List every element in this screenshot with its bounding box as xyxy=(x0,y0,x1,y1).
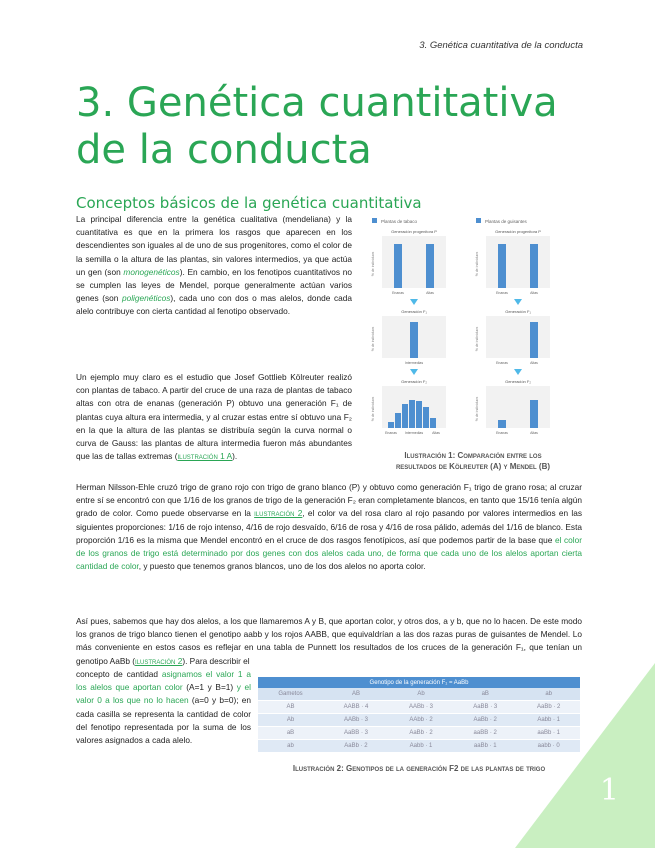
panel-p-left xyxy=(371,229,446,295)
corner-triangle xyxy=(515,663,655,848)
bar xyxy=(410,322,418,358)
tick-label: Enanas xyxy=(496,361,508,365)
bar xyxy=(498,244,506,288)
tick-label: Altas xyxy=(530,431,538,435)
bar xyxy=(423,407,429,428)
legend-swatch-left xyxy=(372,218,377,223)
legend-right: Plantas de guisantes xyxy=(485,219,527,224)
y-axis-label: % de individuos xyxy=(371,396,375,422)
table-header-cell: ab xyxy=(517,688,580,701)
table-cell: aaBb · 1 xyxy=(453,740,517,753)
panel-f1-left xyxy=(371,309,446,365)
paragraph-quantity: concepto de cantidad asignamos el valor 1 a los alelos que aportan color (A=1 y B=1) y el valor 0 a los que no lo hacen (a=0 y b=0); en cada casilla se representa la cantidad de color del fenotipo representada por la suma de los valores asignados a cada alelo. xyxy=(76,669,252,746)
paragraph-nilsson-ehle: Herman Nilsson-Ehle cruzó trigo de grano rojo con trigo de grano blanco (P) y obtuvo como generación F₁ trigo de grano rosa; al cruzar entre sí se encontró con que 1/16 de los granos de trigo de la generación F₂ eran completamente blancos, en tanto que 15/16 tenía algún grado de color. Como puede observarse en la ilustración 2, el color va del rosa claro al rojo pasando por valores intermedios en las siguientes proporciones: 1/16 de rojo intenso, 4/16 de rojo desvaído, 6/16 de rosa y 4/16 de rosa pálido, además del 1/16 de blanco. Esta proporción 1/16 es la misma que Mendel encontró en el cruce de dos rasgos fenotípicos, así que podemos partir de la base que el color de los granos de trigo está determinado por dos genes con dos alelos cada uno, de forma que cada uno de los alelos aportan cierta cantidad de color, y puesto que tenemos granos blancos, uno de los dos alelos no aporta color. xyxy=(76,482,583,572)
panel-title: Generación F₁ xyxy=(505,309,531,314)
table-cell: AaBB · 3 xyxy=(453,701,517,714)
table-gamete: AB xyxy=(258,701,323,714)
bar xyxy=(395,413,401,428)
paragraph-kolreuter: Un ejemplo muy claro es el estudio que Josef Gottlieb Kölreuter realizó con plantas de tabaco. A partir del cruce de una raza de plantas de tabaco altas con otra de enanas (generación P) obtuvo una generación F₁ de plantas cuya altura era intermedia, y al cruzar estas entre sí obtuvo una F₂ en la que la altura de las plantas se distribuía según la curva normal o curva de Gauss: las plantas de altura intermedia fueron más abundantes que las de tallas extremas (ilustración 1 A). xyxy=(76,372,352,462)
table-cell: AaBb · 2 xyxy=(517,701,580,714)
link-illustration-2b[interactable]: ilustración 2 xyxy=(135,655,183,666)
chapter-title: 3. Genética cuantitativa de la conducta xyxy=(76,80,558,173)
bar xyxy=(498,420,506,428)
panel-f2-left xyxy=(371,379,446,435)
bar xyxy=(530,322,538,358)
table-cell: AABB · 4 xyxy=(323,701,389,714)
table-cell: AaBB · 3 xyxy=(323,727,389,740)
tick-label: Enanas xyxy=(496,431,508,435)
table-title: Genotipo de la generación F₁ = AaBb xyxy=(258,677,580,688)
bar xyxy=(530,244,538,288)
y-axis-label: % de individuos xyxy=(475,251,479,277)
y-axis-label: % de individuos xyxy=(475,396,479,422)
panel-p-right xyxy=(475,229,550,295)
bar xyxy=(402,404,408,428)
table-cell: AaBb · 2 xyxy=(323,740,389,753)
legend-swatch-right xyxy=(476,218,481,223)
paragraph-alleles: Así pues, sabemos que hay dos alelos, a los que llamaremos A y B, que aportan color, y otros dos, a y b, que no lo hacen. De este modo los granos de trigo blanco tienen el genotipo aabb y los rojos AABB, que equivaldrían a las dos razas puras de guisantes de Mendel. Lo más conveniente en estos casos es reflejar en una tabla de Punnett los resultados de los cruces de la generación F₁, que tenían un genotipo AaBb (ilustración 2). Para describir el xyxy=(76,616,582,666)
bar xyxy=(388,422,394,428)
table-cell: AaBb · 2 xyxy=(453,714,517,727)
panel-f2-right xyxy=(475,379,550,435)
table-gamete: aB xyxy=(258,727,323,740)
paragraph-genetics-difference: La principal diferencia entre la genética cualitativa (mendeliana) y la cuantitativa es que en la primera los rasgos que aparecen en los descendientes son iguales al de uno de sus progenitores, como el color de la semilla o la altura de las plantas, sin valores intermedios, ya que actúa un gen (son monogenéticos). En cambio, en los fenotipos cuantitativos no se cumplen las leyes de Mendel, porque generalmente actúan varios genes (son poligenéticos), cada uno con dos o mas alelos, donde cada alelo contribuye con cierta cantidad al fenotipo observado. xyxy=(76,214,352,317)
running-header: 3. Genética cuantitativa de la conducta xyxy=(419,40,583,51)
tick-label: Altas xyxy=(530,361,538,365)
arrow-down-icon xyxy=(410,299,418,305)
table-cell: AAbb · 2 xyxy=(389,714,453,727)
table-cell: AABb · 3 xyxy=(323,714,389,727)
table-cell: Aabb · 1 xyxy=(389,740,453,753)
page-number: 1 xyxy=(599,773,619,808)
bar xyxy=(416,401,422,428)
y-axis-label: % de individuos xyxy=(371,326,375,352)
y-axis-label: % de individuos xyxy=(475,326,479,352)
table-cell: aabb · 0 xyxy=(517,740,580,753)
link-illustration-1[interactable]: ilustración 1 A xyxy=(177,451,233,462)
y-axis-label: % de individuos xyxy=(371,251,375,277)
bar xyxy=(409,400,415,428)
tick-label: Altas xyxy=(432,431,440,435)
link-illustration-2[interactable]: ilustración 2 xyxy=(254,508,303,519)
table-cell: AaBb · 2 xyxy=(389,727,453,740)
tick-label: Altas xyxy=(530,291,538,295)
section-title: Conceptos básicos de la genética cuantitativa xyxy=(76,194,422,212)
panel-f1-right xyxy=(475,309,550,365)
caption-line: resultados de Kölreuter (A) y Mendel (B) xyxy=(395,462,551,471)
panel-title: Generación F₁ xyxy=(401,309,427,314)
bar xyxy=(430,418,436,428)
bar xyxy=(426,244,434,288)
arrow-down-icon xyxy=(514,299,522,305)
panel-title: Generación F₂ xyxy=(401,379,427,384)
figure-kolreuter-mendel xyxy=(364,214,582,442)
panel-title: Generación progenitora P xyxy=(495,229,541,234)
bar xyxy=(394,244,402,288)
tick-label: Enanas xyxy=(392,291,404,295)
table-gamete: ab xyxy=(258,740,323,753)
table-cell: Aabb · 1 xyxy=(517,714,580,727)
bar xyxy=(530,400,538,428)
table-header-cell: aB xyxy=(453,688,517,701)
figure-caption-2: Ilustración 2: Genotipos de la generación F2 de las plantas de trigo xyxy=(292,764,546,773)
tick-label: Enanas xyxy=(385,431,397,435)
figure-chart xyxy=(364,214,582,442)
table-header-cell: AB xyxy=(323,688,389,701)
panel-title: Generación progenitora P xyxy=(391,229,437,234)
table-corner: Gametos xyxy=(258,688,323,701)
table-cell: aaBb · 1 xyxy=(517,727,580,740)
tick-label: Intermedias xyxy=(404,361,424,365)
legend-left: Plantas de tabaco xyxy=(381,219,418,224)
tick-label: Enanas xyxy=(496,291,508,295)
tick-label: Intermedias xyxy=(404,431,424,435)
table-cell: AABb · 3 xyxy=(389,701,453,714)
tick-label: Altas xyxy=(426,291,434,295)
table-gamete: Ab xyxy=(258,714,323,727)
figure-caption-1 xyxy=(364,450,582,472)
caption-line: Ilustración 1: Comparación entre los xyxy=(404,451,542,460)
table-header-cell: Ab xyxy=(389,688,453,701)
arrow-down-icon xyxy=(410,369,418,375)
panel-title: Generación F₂ xyxy=(505,379,531,384)
table-cell: aaBB · 2 xyxy=(453,727,517,740)
arrow-down-icon xyxy=(514,369,522,375)
